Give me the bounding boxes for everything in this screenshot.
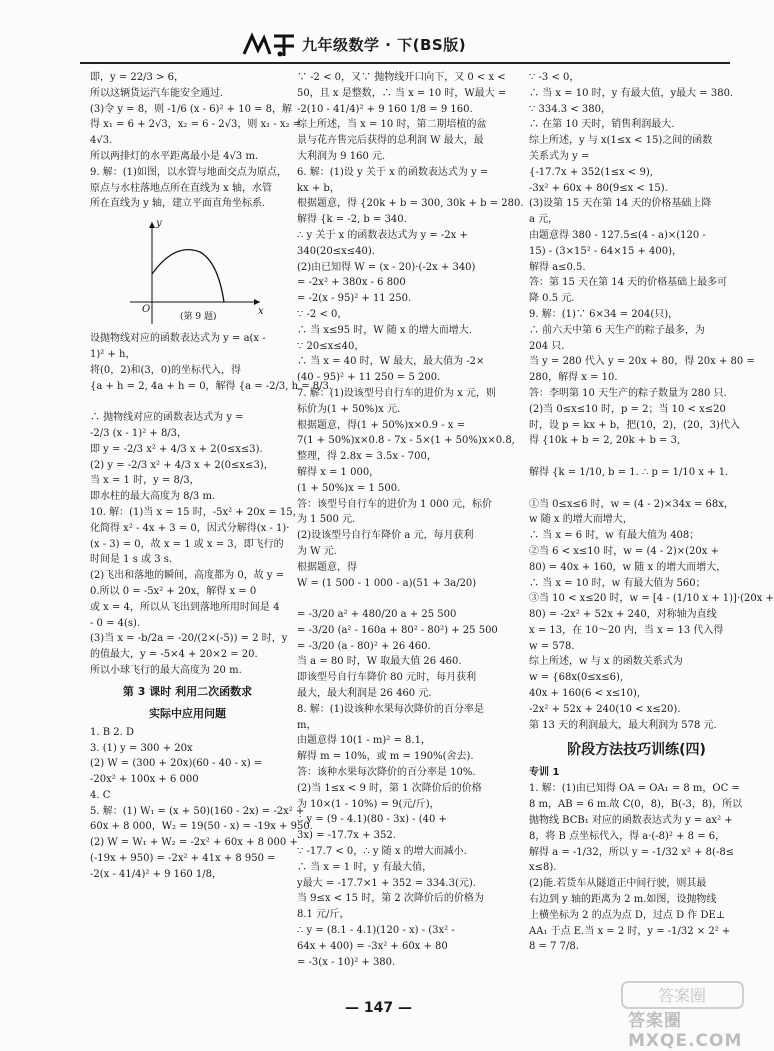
answer-line: W = (1 500 - 1 000 - a)(51 + 3a/20): [297, 577, 477, 589]
answer-line: 即 y = -2/3 x² + 4/3 x + 2(0≤x≤3).: [90, 443, 263, 455]
answer-line: 4√3.: [90, 135, 113, 147]
answer-line: 9. 解：(1)∵ 6×34 = 204(只)，: [529, 308, 679, 320]
answer-line: 最大，最大利润是 26 460 元.: [297, 688, 432, 700]
answer-line: ∵ -3 < 0，: [529, 72, 580, 83]
answer-line: ∴ 抛物线对应的函数表达式为 y =: [90, 412, 244, 424]
answer-line: (2)能.若货车从隧道正中间行驶，则其最: [529, 878, 707, 890]
answer-line: 4. C: [90, 789, 111, 801]
svg-text:答案圈: 答案圈: [657, 986, 707, 1005]
answer-line: 7. 解：(1)设该型号自行车的进价为 x 元，则: [297, 387, 496, 399]
answer-line: ∵ -2 < 0，又∵ 抛物线开口向下，又 0 < x <: [297, 72, 506, 83]
answer-line: 204 只.: [529, 340, 565, 352]
answer-line: -3x² + 60x + 80(9≤x < 15).: [529, 182, 668, 194]
answer-line: ②当 6 < x≤10 时，w = (4 - 2)×(20x +: [529, 545, 719, 557]
answer-line: = -3/20 a² + 480/20 a + 25 500: [297, 609, 457, 621]
answer-line: 1. B 2. D: [90, 726, 134, 738]
answer-line: 原点与水柱落地点所在直线为 x 轴，水管: [90, 182, 272, 194]
answer-line: ∴ y 关于 x 的函数表达式为 y = -2x +: [297, 229, 468, 241]
subsection-heading: 专训 1: [529, 767, 560, 779]
answer-line: 8. 解：(1)设该种水果每次降价的百分率是: [297, 703, 484, 715]
answer-line: ∵ 20≤x≤40，: [297, 340, 365, 352]
answer-line: (3)令 y = 8，则 -1/6 (x - 6)² + 10 = 8，解: [90, 103, 293, 115]
answer-line: m，: [297, 719, 317, 731]
answer-line: (3)设第 15 天在第 14 天的价格基础上降: [529, 198, 712, 210]
answer-line: ∵ -17.7 < 0，∴ y 随 x 的增大而减小.: [297, 846, 467, 858]
page-header: [0, 0, 750, 78]
answer-line: 右边到 y 轴的距离为 2 m.如图，设抛物线: [529, 894, 717, 906]
answer-line: 3. (1) y = 300 + 20x: [90, 742, 193, 754]
answer-line: -20x² + 100x + 6 000: [90, 774, 199, 786]
answer-line: 9. 解：(1)如图，以水管与地面交点为原点，: [90, 166, 287, 178]
answer-line: 降 0.5 元.: [529, 293, 575, 305]
answer-line: - 0 = 4(s).: [90, 617, 141, 629]
section-heading: 第 3 课时 利用二次函数求: [122, 684, 253, 698]
answer-line: 化简得 x² - 4x + 3 = 0，因式分解得(x - 1)·: [90, 522, 290, 534]
answer-line: 当 x = 1 时，y = 8/3，: [90, 475, 200, 487]
answer-line: [529, 481, 744, 497]
answer-line: w = 578.: [529, 640, 575, 652]
answer-line: 64x + 400) = -3x² + 60x + 80: [297, 940, 448, 952]
answer-line: (1 + 50%)x = 1 500.: [297, 482, 401, 494]
answer-line: 40x + 160(6 < x≤10),: [529, 688, 641, 700]
answer-line: AA₁ 于点 E.当 x = 2 时，y = -1/32 × 2² +: [529, 925, 731, 937]
answer-line: (3)当 x = -b/2a = -20/(2×(-5)) = 2 时，y: [90, 633, 288, 645]
answer-line: ∴ 当 x = 10 时，y 有最大值，y最大 = 380.: [529, 87, 734, 99]
answer-line: 80) = 40x + 160，w 随 x 的增大而增大，: [529, 561, 727, 573]
answer-line: [297, 591, 527, 607]
answer-line: 6. 解：(1)设 y 关于 x 的函数表达式为 y =: [297, 166, 489, 178]
answer-line: 综上所述，y 与 x(1≤x < 15)之间的函数: [529, 135, 713, 147]
answer-line: 抛物线 BCB₁ 对应的函数表达式为 y = ax² +: [529, 815, 733, 827]
answer-line: 将(0，2)和(3，0)的坐标代入，得: [90, 364, 242, 376]
answer-line: 根据题意，得(1 + 50%)x×0.9 - x =: [297, 419, 465, 431]
graph-origin-label: O: [142, 304, 151, 316]
answer-line: (x - 3) = 0，故 x = 1 或 x = 3，即飞行的: [90, 538, 284, 550]
answer-line: (2) W = (300 + 20x)(60 - 40 - x) =: [90, 758, 263, 770]
answer-line: 0.所以 0 = -5x² + 20x，解得 x = 0: [90, 585, 257, 597]
answer-line: 整理，得 2.8x = 3.5x - 700，: [297, 451, 437, 463]
answer-line: ∴ 当 x = 40 时，W 最大，最大值为 -2×: [297, 356, 485, 368]
answer-line: 的值最大，y = -5×4 + 20×2 = 20.: [90, 649, 258, 661]
answer-line: 标价为(1 + 50%)x 元.: [297, 403, 401, 415]
answer-line: 即该型号自行车降价 80 元时，每月获利: [297, 672, 477, 684]
answer-line: 得 x₁ = 6 + 2√3，x₂ = 6 - 2√3，则 x₁ - x₂ =: [90, 119, 302, 131]
header-title: 九年级数学 · 下(BS版): [302, 36, 467, 54]
answer-line: ∴ 在第 10 天时，销售利润最大.: [529, 119, 675, 131]
page-number: — 147 —: [345, 1000, 412, 1016]
answer-line: 关系式为 y =: [529, 150, 590, 162]
answer-line: (2) W = W₁ + W₂ = -2x² + 60x + 8 000 +: [90, 837, 298, 849]
answer-line: 景与花卉售完后获得的总利润 W 最大，最: [297, 135, 484, 147]
answer-line: 或 x = 4，所以从飞出到落地所用时间是 4: [90, 601, 280, 613]
answer-line: 当 y = 280 代入 y = 20x + 80，得 20x + 80 =: [529, 356, 755, 368]
answer-line: 1)² + h，: [90, 348, 136, 360]
answer-line: ∴ 前六天中第 6 天生产的粽子最多，为: [529, 324, 705, 336]
answer-line: 上横坐标为 2 的点为点 D，过点 D 作 DE⊥: [529, 909, 726, 921]
answer-line: y最大 = -17.7×1 + 352 = 334.3(元).: [297, 877, 476, 889]
answer-line: 解得 m = 10%，或 m = 190%(舍去).: [297, 751, 474, 763]
answer-line: x = 13，在 10～20 内，当 x = 13 代入得: [529, 624, 724, 636]
answer-line: 当 a = 80 时，W 取最大值 26 460.: [297, 656, 462, 668]
answer-line: 280，解得 x = 10.: [529, 372, 618, 384]
answer-line: -2/3 (x - 1)² + 8/3，: [90, 427, 188, 439]
answer-line: 答：李明第 10 天生产的粽子数量为 280 只.: [529, 387, 727, 399]
answer-line: 解得 {k = 1/10, b = 1. ∴ p = 1/10 x + 1.: [529, 466, 729, 478]
answer-line: kx + b，: [297, 182, 340, 194]
answer-line: 解得 x = 1 000，: [297, 466, 380, 478]
graph-caption: (第 9 题): [180, 312, 217, 323]
answer-line: 即水柱的最大高度为 8/3 m.: [90, 491, 216, 503]
answer-line: 60x + 8 000，W₂ = 19(50 - x) = -19x + 950.: [90, 821, 313, 833]
answer-line: 综上所述，当 x = 10 时，第二期培植的盆: [297, 119, 487, 131]
answer-line: 得 {10k + b = 2, 20k + b = 3,: [529, 435, 681, 447]
answer-line: {a + h = 2, 4a + h = 0，解得 {a = -2/3, h = 8/3.: [90, 380, 333, 392]
answer-line: (40 - 95)² + 11 250 = 5 200.: [297, 372, 441, 384]
answer-line: (2)由已知得 W = (x - 20)·(-2x + 340): [297, 261, 476, 273]
answer-line: [529, 449, 744, 465]
answer-line: = -3/20 (a² - 160a + 80² - 80²) + 25 500: [297, 624, 498, 636]
answer-line: 综上所述，w 与 x 的函数关系式为: [529, 656, 683, 668]
answer-line: 所以这辆货运汽车能安全通过.: [90, 87, 224, 99]
brand-logo-icon: [240, 30, 300, 60]
watermark-text: 答案圈 MXQE.COM: [628, 1011, 743, 1051]
answer-line: 所在直线为 y 轴，建立平面直角坐标系.: [90, 198, 266, 210]
answer-column-right: [529, 70, 774, 1000]
answer-line: 解得 a = -1/32，所以 y = -1/32 x² + 8(-8≤: [529, 846, 735, 858]
answer-line: 8 m，AB = 6 m.故 C(0，8)，B(-3，8)，所以: [529, 799, 743, 811]
answer-line: 为 10×(1 - 10%) = 9(元/斤)，: [297, 798, 440, 810]
answer-line: 3x) = -17.7x + 352.: [297, 830, 396, 842]
answer-line: = -3(x - 10)² + 380.: [297, 956, 396, 968]
answer-line: x≤8).: [529, 862, 557, 874]
answer-line: ∴ y = (8.1 - 4.1)(120 - x) - (3x² -: [297, 925, 455, 937]
answer-line: 为 1 500 元.: [297, 514, 356, 526]
answer-line: 为 W 元.: [297, 545, 337, 557]
answer-line: 80) = -2x² + 52x + 240，对称轴为直线: [529, 609, 717, 621]
answer-line: (2)设该型号自行车降价 a 元，每月获利: [297, 530, 474, 542]
answer-line: ∵ -2 < 0，: [297, 308, 348, 320]
graph-y-label: y: [156, 218, 162, 230]
answer-line: ∴ 当 x≤95 时，W 随 x 的增大而增大.: [297, 324, 472, 336]
answer-line: 所以小球飞行的最大高度为 20 m.: [90, 664, 242, 676]
answer-line: ∴ y = (9 - 4.1)(80 - 3x) - (40 +: [297, 814, 447, 826]
chapter-heading: 阶段方法技巧训练(四): [567, 742, 706, 759]
answer-line: [90, 394, 285, 410]
answer-line: ③当 10 < x≤20 时，w = [4 - (1/10 x + 1)]·(20x +: [529, 593, 774, 605]
answer-line: 340(20≤x≤40).: [297, 245, 375, 257]
answer-line: a 元，: [529, 214, 559, 226]
answer-line: 第 13 天的利润最大，最大利润为 578 元.: [529, 719, 717, 731]
answer-line: = -2(x - 95)² + 11 250.: [297, 293, 412, 305]
answer-line: 解得 a≤0.5.: [529, 261, 586, 273]
answer-line: 解得 {k = -2, b = 340.: [297, 214, 407, 226]
answer-line: (2)飞出和落地的瞬间，高度都为 0，故 y =: [90, 570, 285, 582]
answer-line: 7(1 + 50%)x×0.8 - 7x - 5×(1 + 50%)x×0.8,: [297, 435, 515, 447]
answer-line: (2) y = -2/3 x² + 4/3 x + 2(0≤x≤3)，: [90, 459, 274, 471]
answer-line: (-19x + 950) = -2x² + 41x + 8 950 =: [90, 853, 276, 865]
answer-line: 答：该种水果每次降价的百分率是 10%.: [297, 767, 476, 779]
answer-line: 设抛物线对应的函数表达式为 y = a(x -: [90, 333, 266, 345]
answer-line: 15) - (3×15² - 64×15 + 400)，: [529, 245, 683, 257]
answer-line: 10. 解：(1)当 x = 15 时，-5x² + 20x = 15，: [90, 506, 303, 518]
answer-line: -2(x - 41/4)² + 9 160 1/8，: [90, 868, 223, 880]
answer-line: 所以两排灯的水平距离最小是 4√3 m.: [90, 150, 259, 162]
answer-line: 大利润为 9 160 元.: [297, 150, 386, 162]
answer-line: 答：该型号自行车的进价为 1 000 元，标价: [297, 498, 492, 510]
answer-line: 答：第 15 天在第 14 天的价格基础上最多可: [529, 277, 728, 289]
answer-line: = -3/20 (a - 80)² + 26 460.: [297, 640, 431, 652]
answer-line: 8.1 元/斤，: [297, 909, 350, 921]
answer-line: 由题意得 10(1 - m)² = 8.1，: [297, 735, 431, 747]
answer-line: 即，y = 22/3 > 6，: [90, 72, 184, 83]
answer-line: 8，将 B 点坐标代入，得 a·(-8)² + 8 = 6，: [529, 830, 726, 842]
answer-line: 当 9≤x < 15 时，第 2 次降价后的价格为: [297, 893, 484, 905]
parabola-graph: [120, 214, 270, 329]
answer-line: {-17.7x + 352(1≤x < 9),: [529, 166, 653, 178]
answer-column-middle: [297, 70, 527, 1000]
answer-line: 50，且 x 是整数，∴ 当 x = 10 时，W最大 =: [297, 87, 507, 99]
answer-line: (2)当 0≤x≤10 时，p = 2；当 10 < x≤20: [529, 403, 726, 415]
answer-line: 根据题意，得: [297, 561, 357, 573]
answer-line: ∴ 当 x = 10 时，w 有最大值为 560；: [529, 577, 706, 589]
answer-line: ∴ 当 x = 6 时，w 有最大值为 408；: [529, 530, 700, 542]
answer-line: 时，设 p = kx + b，把(10，2)，(20，3)代入: [529, 419, 740, 431]
graph-x-label: x: [258, 306, 264, 318]
answer-line: ∵ 334.3 < 380，: [529, 103, 611, 115]
answer-line: 1. 解：(1)由已知得 OA = OA₁ = 8 m，OC =: [529, 783, 740, 795]
answer-line: w 随 x 的增大而增大，: [529, 514, 633, 526]
header-rule: [80, 62, 730, 64]
answer-line: 8 = 7 7/8.: [529, 941, 579, 953]
answer-line: -2(10 - 41/4)² + 9 160 1/8 = 9 160.: [297, 103, 473, 115]
answer-line: 时间是 1 s 或 3 s.: [90, 554, 173, 566]
answer-line: ∴ 当 x = 1 时，y 有最大值，: [297, 861, 433, 873]
answer-line: ①当 0≤x≤6 时，w = (4 - 2)×34x = 68x，: [529, 498, 734, 510]
answer-line: -2x² + 52x + 240(10 < x≤20).: [529, 703, 681, 715]
answer-line: 5. 解：(1) W₁ = (x + 50)(160 - 2x) = -2x² +: [90, 805, 305, 817]
answer-line: 根据题意，得 {20k + b = 300, 30k + b = 280.: [297, 198, 524, 210]
answer-line: = -2x² + 380x - 6 800: [297, 277, 406, 289]
answer-line: (2)当 1≤x < 9 时，第 1 次降价后的价格: [297, 782, 482, 794]
answer-line: 由题意得 380 - 127.5≤(4 - a)×(120 -: [529, 229, 706, 241]
answer-line: w = {68x(0≤x≤6),: [529, 672, 624, 684]
section-heading: 实际中应用问题: [149, 706, 226, 720]
